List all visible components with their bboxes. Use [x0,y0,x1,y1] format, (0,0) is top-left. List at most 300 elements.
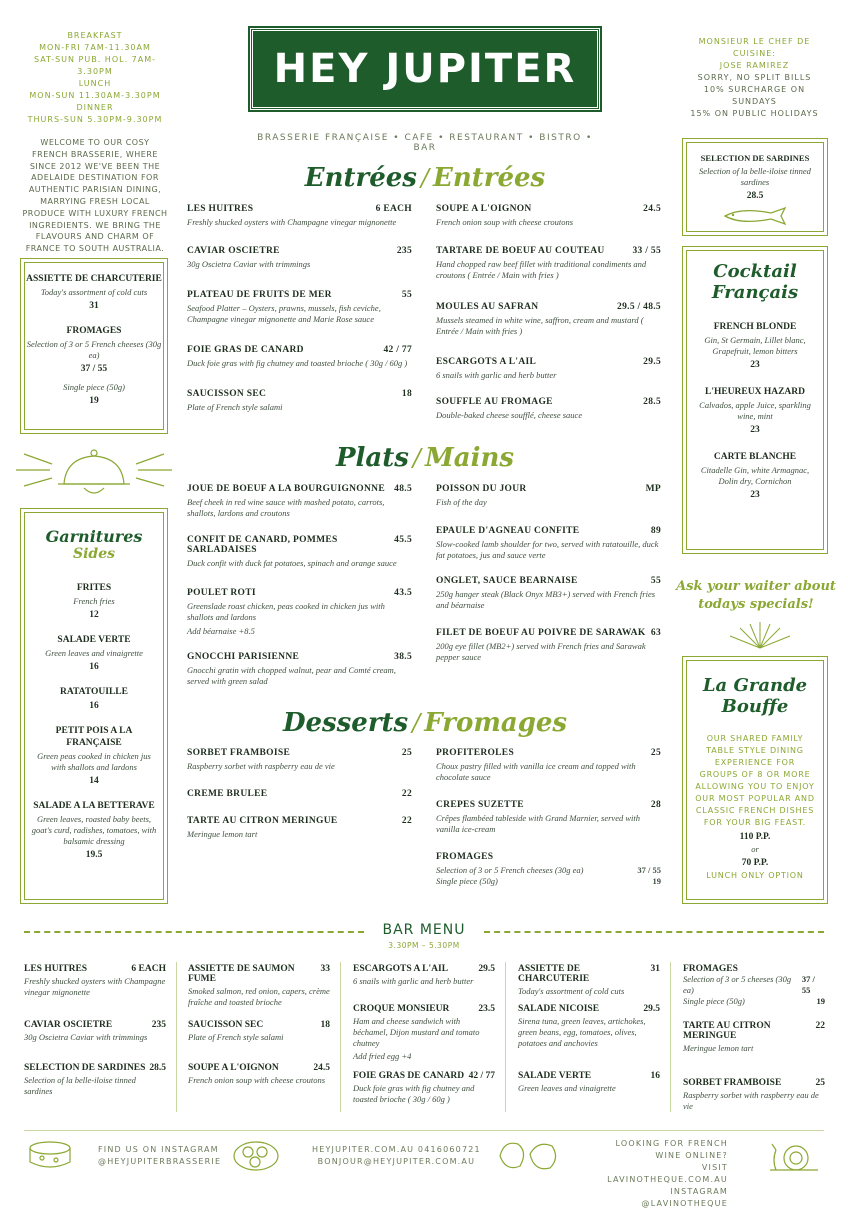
bar-item [683,1078,825,1112]
menu-item [187,588,412,637]
plats-english: Mains [424,443,515,473]
menu-item [187,345,412,369]
bar-menu-hours: 3.30PM – 5.30PM [388,941,460,950]
garniture-name: SALADE VERTE [57,635,131,645]
menu-item [187,789,412,799]
note-sunday-surcharge: 10% SURCHARGE ON SUNDAYS [703,85,806,106]
bar-divider-right [484,931,824,933]
bar-item-name: LES HUITRES [24,964,88,974]
item-name-row [436,357,661,367]
item-price-1: 37 / 55 [637,865,661,875]
left-fromages-price: 37 / 55 [80,364,108,374]
menu-item [187,652,412,687]
menu-item [436,748,661,783]
bar-item-price-1: 37 / 55 [801,974,815,995]
bar-item-desc: Duck foie gras with fig chutney and toasted brioche ( 30g / 60g ) [353,1083,475,1104]
item-name-row [187,484,412,494]
item-price: 22 [401,816,412,826]
lunch-label: LUNCH [78,79,112,88]
menu-item [436,357,661,381]
item-price: 18 [401,389,412,399]
bar-item-name: ASSIETTE DE SAUMON FUME [188,964,295,984]
garniture-item [25,800,163,860]
breakfast-label: BREAKFAST [67,31,123,40]
bar-item-name-row [188,1020,330,1030]
menu-item [436,526,661,561]
note-split-bills: SORRY, NO SPLIT BILLS [697,73,812,82]
bar-item [683,1021,825,1054]
bar-item-name: ESCARGOTS A L'AIL [353,964,449,974]
charcuterie-item [25,263,163,311]
cocktail-name: L'HEUREUX HAZARD [704,387,806,397]
garniture-name: FRITES [76,583,112,593]
item-name: FILET DE BOEUF AU POIVRE DE SARAWAK [436,628,646,638]
item-name-row [187,748,412,758]
item-price: 55 [401,290,412,300]
bar-item-name: SALADE NICOISE [518,1004,600,1014]
item-desc [436,865,661,876]
oysters-icon [494,1136,564,1174]
sardines-desc: Selection of la belle-iloise tinned sardines [699,166,811,187]
item-desc-text: Selection of 3 or 5 French cheeses (30g ea) [436,865,584,875]
item-price: 29.5 / 48.5 [617,302,661,312]
bar-item-price: 16 [650,1071,660,1081]
menu-item [187,535,412,569]
bar-item-price: 33 [320,964,330,974]
garniture-price: 12 [89,610,99,620]
item-desc: Seafood Platter – Oysters, prawns, mussels, fish ceviche, Champagne vinegar mignonette and Marie Rose sauce [187,303,381,324]
item-name: SOUPE A L'OIGNON [436,204,532,214]
item-name-row [187,389,412,399]
bar-item-price: 25 [815,1078,825,1088]
bar-item-name-row [683,1078,825,1088]
item-desc: French onion soup with cheese croutons [436,217,574,227]
footer-insta-label: FIND US ON INSTAGRAM [98,1145,219,1154]
item-name: ESCARGOTS A L'AIL [436,357,537,367]
bar-item-desc: Meringue lemon tart [683,1043,754,1053]
bar-item-name: ASSIETTE DE CHARCUTERIE [518,964,590,984]
garniture-name: RATATOUILLE [60,687,128,697]
footer-email[interactable]: BONJOUR@HEYJUPITER.COM.AU [317,1157,476,1166]
bar-item-name-row [24,1020,166,1030]
menu-item [436,397,661,421]
item-desc: Hand chopped raw beef fillet with traditional condiments and croutons ( Entrée / Main with fries ) [436,259,647,280]
item-name: CAVIAR OSCIETRE [187,246,280,256]
cocktail-item [687,321,823,370]
item-price: 22 [401,789,412,799]
sunburst-icon [720,618,800,650]
item-price: 29.5 [643,357,661,367]
item-name: SOUFFLE AU FROMAGE [436,397,553,407]
bar-item [353,964,495,987]
bar-item-name: CAVIAR OSCIETRE [24,1020,113,1030]
bar-item-name: FROMAGES [683,964,738,974]
garnitures-subtitle: Sides [72,546,115,562]
bar-item [518,1004,660,1049]
item-desc: 30g Oscietra Caviar with trimmings [187,259,311,269]
snail-icon [766,1140,822,1174]
item-price: 25 [401,748,412,758]
item-name: POULET ROTI [187,588,256,598]
bar-item-price: 24.5 [313,1063,330,1073]
item-desc: 200g eye fillet (MB2+) served with French fries and Sarawak pepper sauce [436,641,646,662]
item-desc: Beef cheek in red wine sauce with mashed potato, carrots, shallots, lardons and croutons [187,497,385,518]
menu-item [436,204,661,228]
item-name-row [436,628,661,638]
bar-item-name-row [683,964,825,974]
section-entrees-title: Entrées / Entrées [304,163,546,193]
item-desc: Gnocchi gratin with chopped walnut, pear and Comté cream, served with green salad [187,665,396,686]
bar-item-name: FOIE GRAS DE CANARD [353,1071,465,1081]
item-desc: Fish of the day [436,497,487,507]
bar-item-name-row [518,964,660,984]
item-name-row [436,204,661,214]
item-price-2: 19 [652,876,661,886]
plats-french: Plats [335,443,409,473]
section-desserts-title: Desserts / Fromages [282,708,568,738]
bar-item-extra: Add fried egg +4 [353,1051,412,1061]
lunch-hours: MON-SUN 11.30AM-3.30PM [29,91,161,100]
item-name-row [187,816,412,826]
bar-item-name-row [353,1071,495,1081]
left-fromages-desc2: Single piece (50g) [63,382,125,392]
cocktail-name: CARTE BLANCHE [713,452,797,462]
cheese-icon [26,1138,74,1172]
grande-price-2: 70 P.P. [741,858,769,868]
footer-wine-question: LOOKING FOR FRENCH WINE ONLINE? [615,1139,728,1160]
item-price: 45.5 [394,535,412,545]
bar-item-name: SALADE VERTE [518,1071,592,1081]
item-price: 38.5 [394,652,412,662]
bar-item-name-row [24,1063,166,1073]
item-name: MOULES AU SAFRAN [436,302,539,312]
bar-item-price: 31 [650,964,660,974]
bar-item-name-row [24,964,166,974]
item-name-row [436,246,661,256]
bar-item-name-row [353,964,495,974]
footer-wine [588,1138,728,1210]
grande-or: or [751,844,759,854]
chef-info [682,36,827,72]
item-name: FROMAGES [436,852,494,862]
bar-item-desc2-text: Single piece (50g) [683,996,745,1006]
bar-item [518,1071,660,1094]
footer-instagram [98,1144,221,1168]
menu-item [436,852,661,887]
cocktail-item [687,386,823,435]
item-desc: Choux pastry filled with vanilla ice cream and topped with chocolate sauce [436,761,636,782]
tagline: BRASSERIE FRANÇAISE • CAFE • RESTAURANT • BISTRO • BAR [257,133,593,153]
section-plats-title: Plats / Mains [335,443,515,473]
item-name-row [436,526,661,536]
item-name-row [187,246,412,256]
item-desc-2 [436,876,661,887]
bar-divider-left [24,931,364,933]
item-name: EPAULE D'AGNEAU CONFITE [436,526,580,536]
item-name-row [436,302,661,312]
bar-item-price: 28.5 [149,1063,166,1073]
bar-item-desc: Smoked salmon, red onion, capers, crème fraîche and toasted brioche [188,986,330,1007]
item-desc: Plate of French style salami [187,402,283,412]
footer-phone[interactable]: 0416060721 [417,1145,481,1154]
item-name: PLATEAU DE FRUITS DE MER [187,290,332,300]
bar-item-name: SELECTION DE SARDINES [24,1063,146,1073]
garniture-desc: French fries [73,596,115,606]
menu-item [436,302,661,337]
item-price: 6 EACH [375,204,412,214]
cocktail-title-2: Français [711,282,799,303]
bar-item-name: SORBET FRAMBOISE [683,1078,782,1088]
item-name-row [187,789,412,799]
bar-item [24,1020,166,1043]
bar-item-desc: Plate of French style salami [188,1032,284,1042]
sardines-price: 28.5 [746,191,764,201]
garniture-price: 14 [89,776,99,786]
left-fromages-name: FROMAGES [66,326,122,336]
item-price: 28 [650,800,661,810]
item-desc: Mussels steamed in white wine, saffron, cream and mustard ( Entrée / Main with fries ) [436,315,644,336]
sardines-name: SELECTION DE SARDINES [700,153,810,163]
grande-bouffe-box [686,660,824,900]
item-name-row [187,652,412,662]
left-fromages-desc: Selection of 3 or 5 French cheeses (30g ea) [26,339,162,360]
item-name-row [187,290,412,300]
entrees-french: Entrées [304,163,417,193]
bar-item-name-row [353,1004,495,1014]
bar-item-price: 42 / 77 [468,1071,495,1081]
bar-item-price-2: 19 [816,996,825,1006]
item-name: GNOCCHI PARISIENNE [187,652,300,662]
logo: HEY JUPITER [250,28,600,110]
item-name: POISSON DU JOUR [436,484,527,494]
entrees-english: Entrées [433,163,546,193]
menu-item [187,246,412,270]
bar-item-price: 6 EACH [131,964,166,974]
item-desc: Crêpes flambéed tableside with Grand Marnier, served with vanilla ice-cream [436,813,640,834]
bar-item-desc: 30g Oscietra Caviar with trimmings [24,1032,148,1042]
menu-item [187,389,412,413]
bar-item [24,1063,166,1097]
dinner-label: DINNER [76,103,114,112]
item-price: 24.5 [643,204,661,214]
item-desc: Freshly shucked oysters with Champagne vinegar mignonette [187,217,397,227]
grande-desc: OUR SHARED FAMILY TABLE STYLE DINING EXPERIENCE FOR GROUPS OF 8 OR MORE ALLOWING YOU TO ENJOY OUR MOST POPULAR AND CLASSIC FRENCH DISHES FOR YOUR BIG FEAST. [695,734,815,827]
item-desc: Meringue lemon tart [187,829,258,839]
bar-item-name-row [518,1004,660,1014]
cocktail-desc: Calvados, apple Juice, sparkling wine, mint [699,400,811,421]
bar-item-price: 23.5 [478,1004,495,1014]
bar-item-desc: Sirena tuna, green leaves, artichokes, green beans, egg, tomatoes, olives, potatoes and anchovies [518,1016,646,1048]
bar-item [188,1063,330,1086]
item-price: 63 [650,628,661,638]
garniture-name: PETIT POIS A LA FRANÇAISE [55,726,133,748]
item-desc: Duck confit with duck fat potatoes, spinach and orange sauce [187,558,397,568]
garniture-item [25,686,163,711]
desserts-english: Fromages [424,708,568,738]
item-name-row [436,748,661,758]
welcome-text: WELCOME TO OUR COSY FRENCH BRASSERIE, WHERE SINCE 2012 WE'VE BEEN THE ADELAIDE DESTINATION FOR AUTHENTIC PARISIAN DINING, MARRYING FRESH LOCAL PRODUCE WITH LUXURY FRENCH INGREDIENTS. WE BRING THE FLAVOURS AND CHARM OF FRANCE TO SOUTH AUSTRALIA. [22,138,168,254]
garniture-name: SALADE A LA BETTERAVE [33,801,155,811]
item-name: TARTE AU CITRON MERINGUE [187,816,338,826]
bar-item-desc: Ham and cheese sandwich with béchamel, Dijon mustard and tomato chutney [353,1016,480,1048]
bar-item-name: SOUPE A L'OIGNON [188,1063,279,1073]
bar-item [518,964,660,997]
cloche-icon [14,440,174,502]
garnitures-box [24,512,164,900]
garniture-item [25,725,163,786]
bar-column-divider [670,962,671,1112]
garniture-desc: Green leaves and vinaigrette [45,648,143,658]
bar-item-name-row [683,1021,825,1041]
grande-price-1: 110 P.P. [739,832,771,842]
left-fromages-item [25,311,163,406]
menu-item [436,628,661,663]
item-name: SORBET FRAMBOISE [187,748,291,758]
footer-wine-visit[interactable]: VISIT LAVINOTHEQUE.COM.AU [607,1163,728,1184]
item-name-row [187,535,412,555]
opening-hours [20,30,170,126]
bar-item-name-row [188,964,330,984]
footer-website[interactable]: HEYJUPITER.COM.AU [312,1145,415,1154]
bar-item-desc: Freshly shucked oysters with Champagne vinegar mignonette [24,976,166,997]
cocktail-title-1: Cocktail [713,261,797,282]
item-desc: Slow-cooked lamb shoulder for two, served with ratatouille, duck fat potatoes, jus and sauce verte [436,539,659,560]
bar-item-desc: Raspberry sorbet with raspberry eau de vie [683,1090,819,1111]
bar-item [353,1004,495,1062]
escargot-plate-icon [232,1136,280,1174]
bar-menu-title: BAR MENU [382,922,466,938]
bar-item-price: 235 [151,1020,166,1030]
note-holiday-surcharge: 15% ON PUBLIC HOLIDAYS [690,109,819,118]
bar-item [188,964,330,1008]
menu-item [187,290,412,325]
bar-item-desc: Today's assortment of cold cuts [518,986,625,996]
item-price: 33 / 55 [632,246,661,256]
bar-item-name-row [188,1063,330,1073]
item-price: 28.5 [643,397,661,407]
item-name: JOUE DE BOEUF A LA BOURGUIGNONNE [187,484,385,494]
item-price: 48.5 [394,484,412,494]
footer-insta-handle[interactable]: @HEYJUPITERBRASSERIE [98,1157,222,1166]
sardine-fish-icon [721,205,791,227]
cocktail-name: FRENCH BLONDE [713,322,797,332]
menu-item [187,748,412,772]
item-name-row [187,204,412,214]
bar-item-price: 22 [815,1021,825,1031]
charcuterie-name: ASSIETTE DE CHARCUTERIE [26,274,162,284]
specials-note: Ask your waiter about todays specials! [676,579,836,612]
breakfast-hours-2: SAT-SUN PUB. HOL. 7AM-3.30PM [33,55,157,76]
bar-column-divider [340,962,341,1112]
menu-item [436,800,661,835]
bar-item-price: 29.5 [478,964,495,974]
item-desc2-text: Single piece (50g) [436,876,498,886]
item-name: ONGLET, SAUCE BEARNAISE [436,576,578,586]
item-desc: 250g hanger steak (Black Onyx MB3+) served with French fries and béarnaise [436,589,656,610]
footer-wine-instagram[interactable]: INSTAGRAM @LAVINOTHEQUE [641,1187,728,1208]
charcuterie-price: 31 [89,301,99,311]
item-price: 89 [650,526,661,536]
item-name-row [436,576,661,586]
item-desc: Greenslade roast chicken, peas cooked in chicken jus with shallots and lardons [187,601,385,622]
item-price: 25 [650,748,661,758]
chef-label: MONSIEUR LE CHEF DE CUISINE: [698,37,811,58]
bar-item-desc: Selection of la belle-iloise tinned sardines [24,1075,136,1096]
bar-item-desc-2 [683,996,825,1007]
garniture-item [25,582,163,620]
menu-item [187,484,412,519]
item-name-row [436,397,661,407]
chef-name: JOSE RAMIREZ [719,61,790,70]
garniture-price: 19.5 [85,850,103,860]
bar-item [24,964,166,998]
item-name: LES HUITRES [187,204,254,214]
bar-item-desc: 6 snails with garlic and herb butter [353,976,474,986]
grande-title-2: Bouffe [721,696,789,717]
bar-item [353,1071,495,1105]
grande-title-1: La Grande [702,675,808,696]
breakfast-hours-1: MON-FRI 7AM-11.30AM [39,43,151,52]
cocktail-desc: Gin, St Germain, Lillet blanc, Grapefruit, lemon bitters [704,335,806,356]
sardines-item [687,143,823,201]
item-name: CONFIT DE CANARD, POMMES SARLADAISES [187,535,338,555]
cocktail-price: 23 [750,360,760,370]
bar-item-name: CROQUE MONSIEUR [353,1004,450,1014]
bar-column-divider [176,962,177,1112]
item-name: FOIE GRAS DE CANARD [187,345,304,355]
bar-item-name: SAUCISSON SEC [188,1020,264,1030]
policy-notes [682,72,827,120]
item-name: PROFITEROLES [436,748,515,758]
item-name-row [436,852,661,862]
menu-item [187,816,412,840]
charcuterie-box [24,262,164,430]
item-desc: Duck foie gras with fig chutney and toasted brioche ( 30g / 60g ) [187,358,408,368]
item-name: CREME BRULEE [187,789,268,799]
item-desc: Raspberry sorbet with raspberry eau de vie [187,761,335,771]
dinner-hours: THURS-SUN 5.30PM-9.30PM [27,115,163,124]
item-name-row [187,345,412,355]
bar-item-desc [683,974,825,996]
item-extra: Add béarnaise +8.5 [187,626,255,636]
item-name: SAUCISSON SEC [187,389,267,399]
cocktail-item [687,451,823,500]
item-name: TARTARE DE BOEUF AU COUTEAU [436,246,605,256]
item-price: 42 / 77 [383,345,412,355]
item-price: MP [645,484,661,494]
item-name-row [436,800,661,810]
item-desc: 6 snails with garlic and herb butter [436,370,557,380]
item-price: 55 [650,576,661,586]
bar-item-name: TARTE AU CITRON MERINGUE [683,1021,771,1041]
desserts-french: Desserts [282,708,409,738]
menu-item [436,484,661,508]
bar-item [683,964,825,1007]
item-name-row [436,484,661,494]
cocktail-desc: Citadelle Gin, white Armagnac, Dolin dry, Cornichon [700,465,810,486]
footer-divider [24,1130,824,1131]
menu-item [187,204,412,228]
garnitures-title: Garnitures [45,527,143,546]
garniture-item [25,634,163,672]
bar-item-desc: French onion soup with cheese croutons [188,1075,326,1085]
bar-item-price: 18 [320,1020,330,1030]
charcuterie-desc: Today's assortment of cold cuts [40,287,148,297]
bar-item-name-row [518,1071,660,1081]
item-name: CREPES SUZETTE [436,800,524,810]
bar-item-desc: Green leaves and vinaigrette [518,1083,616,1093]
left-fromages-price2: 19 [89,396,99,406]
